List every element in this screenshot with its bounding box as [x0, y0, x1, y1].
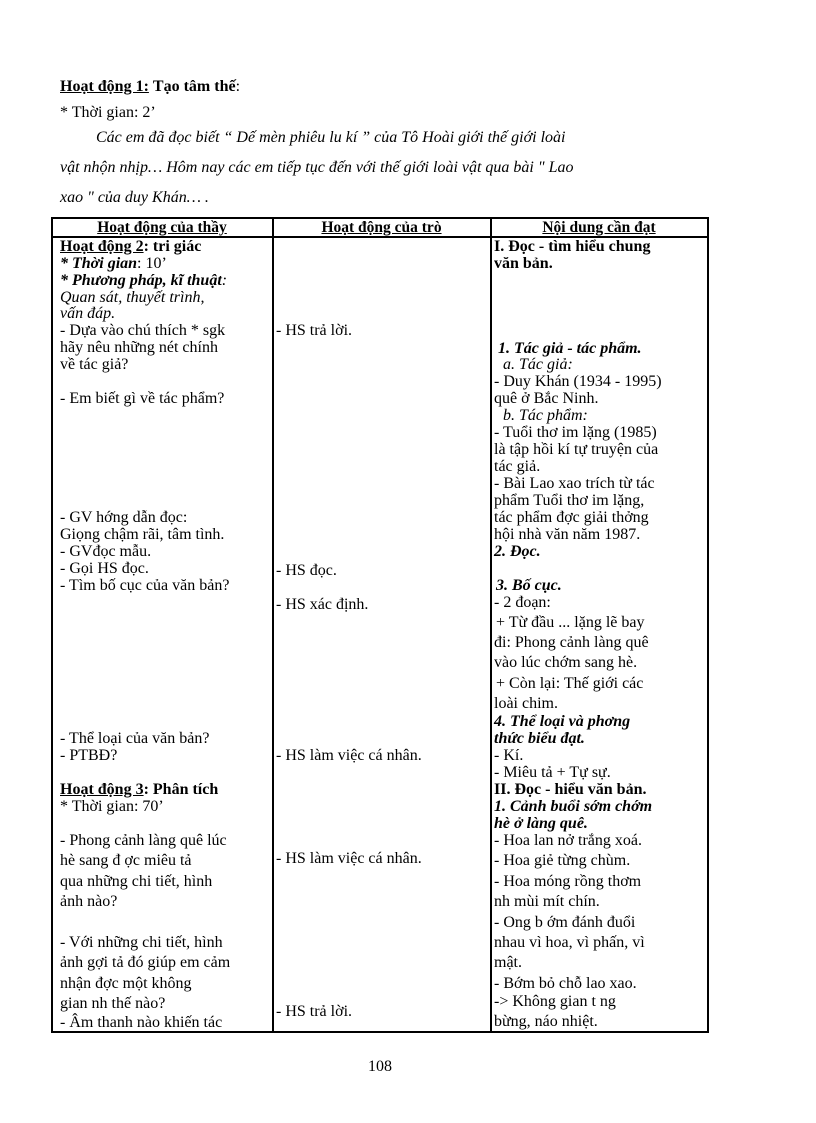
activity3-heading: Hoạt động 3: Phân tích	[60, 781, 219, 798]
author-line1: - Duy Khán (1934 - 1995)	[494, 373, 662, 390]
scene-line8: - Bớm bỏ chỗ lao xao.	[494, 975, 637, 992]
q7-line1: - Âm thanh nào khiến tác	[60, 1014, 223, 1031]
activity1-time: * Thời gian: 2’	[60, 104, 156, 121]
activity1-colon: :	[235, 78, 241, 95]
header-student-activity: Hoạt động của trò	[321, 219, 442, 236]
section1-4-line2: thức biểu đạt.	[494, 730, 585, 747]
layout-line1: - 2 đoạn:	[494, 594, 551, 611]
scene-line10: bừng, náo nhiệt.	[494, 1013, 598, 1030]
section1-title-line1: I. Đọc - tìm hiểu chung	[494, 238, 651, 255]
section2-1-line1: 1. Cảnh buổi sớm chớm	[494, 798, 653, 815]
section1-1b-title: b. Tác phẩm:	[503, 407, 588, 424]
section1-title-line2: văn bản.	[494, 255, 553, 272]
q1-line2: hãy nêu những nét chính	[60, 339, 218, 356]
q6-line4: gian nh thế nào?	[60, 995, 166, 1012]
work-line3: tác giả.	[494, 458, 541, 475]
q3: - Thể loại của văn bản?	[60, 730, 210, 747]
activity1-label: Hoạt động 1:	[60, 78, 149, 95]
table-left-border	[51, 217, 53, 1032]
mode-line: - Miêu tả + Tự sự.	[494, 764, 611, 781]
activity3-time: * Thời gian: 70’	[60, 798, 164, 815]
student-answer-2: - HS đọc.	[276, 562, 337, 579]
genre-line: - Kí.	[494, 747, 524, 764]
section1-3-title: 3. Bố cục.	[496, 577, 562, 594]
method-line2: Quan sát, thuyết trình,	[60, 289, 205, 306]
scene-line3: - Hoa móng rồng thơm	[494, 873, 642, 890]
student-answer-3: - HS xác định.	[276, 596, 369, 613]
layout-line6: loài chim.	[494, 695, 558, 712]
section1-1a-title: a. Tác giả:	[503, 356, 573, 373]
table-bottom-border	[51, 1031, 709, 1033]
table-col-divider-2	[490, 217, 492, 1032]
scene-line4: nh mùi mít chín.	[494, 893, 600, 910]
q5-line1: - Phong cảnh làng quê lúc	[60, 832, 227, 849]
q1-line1: - Dựa vào chú thích * sgk	[60, 322, 226, 339]
author-line2: quê ở Bắc Ninh.	[494, 390, 599, 407]
intro-paragraph-line3: xao " của duy Khán… .	[60, 189, 209, 206]
section1-2-title: 2. Đọc.	[494, 543, 541, 560]
work-line6: tác phẩm đợc giải thởng	[494, 509, 649, 526]
intro-paragraph-line1: Các em đã đọc biết “ Dế mèn phiêu lu kí ” của Tô Hoài giới thế giới loài	[96, 129, 566, 146]
work-line2: là tập hồi kí tự truyện của	[494, 441, 659, 458]
scene-line1: - Hoa lan nở trắng xoá.	[494, 832, 642, 849]
section1-1-title: 1. Tác giả - tác phẩm.	[498, 340, 642, 357]
layout-line5: + Còn lại: Thế giới các	[496, 675, 644, 692]
page-number: 108	[368, 1058, 392, 1075]
q6-line2: ảnh gợi tả đó giúp em cảm	[60, 954, 231, 971]
q2: - Em biết gì về tác phẩm?	[60, 390, 225, 407]
header-teacher-activity: Hoạt động của thầy	[97, 219, 227, 236]
work-line4: - Bài Lao xao trích từ tác	[494, 475, 655, 492]
activity2-time: * Thời gian: 10’	[60, 255, 167, 272]
intro-paragraph-line2: vật nhộn nhịp… Hôm nay các em tiếp tục đến với thế giới loài vật qua bài " Lao	[60, 159, 574, 176]
work-line5: phẩm Tuổi thơ im lặng,	[494, 492, 645, 509]
gv-line2: Giọng chậm rãi, tâm tình.	[60, 526, 225, 543]
activity1-title: Tạo tâm thế	[152, 78, 236, 95]
table-col-divider-1	[272, 217, 274, 1032]
layout-line2: + Từ đầu ... lặng lẽ bay	[496, 614, 645, 631]
section1-4-line1: 4. Thể loại và phơng	[494, 713, 631, 730]
q5-line2: hè sang đ ợc miêu tả	[60, 852, 192, 869]
method-label: * Phương pháp, kĩ thuật:	[60, 272, 228, 289]
gv-line5: - Tìm bố cục của văn bản?	[60, 577, 230, 594]
section2-1-line2: hè ở làng quê.	[494, 815, 588, 832]
scene-line2: - Hoa giẻ từng chùm.	[494, 852, 631, 869]
q5-line4: ảnh nào?	[60, 893, 118, 910]
table-right-border	[707, 217, 709, 1032]
scene-line6: nhau vì hoa, vì phấn, vì	[494, 934, 645, 951]
activity1-heading	[60, 78, 240, 95]
q6-line3: nhận đợc một không	[60, 975, 192, 992]
layout-line4: vào lúc chớm sang hè.	[494, 654, 638, 671]
gv-line3: - GVđọc mẫu.	[60, 543, 152, 560]
work-line1: - Tuổi thơ im lặng (1985)	[494, 424, 657, 441]
gv-line1: - GV hớng dẫn đọc:	[60, 509, 188, 526]
method-line3: vấn đáp.	[60, 305, 116, 322]
scene-line7: mật.	[494, 954, 522, 971]
student-answer-4: - HS làm việc cá nhân.	[276, 747, 422, 764]
student-answer-1: - HS trả lời.	[276, 322, 353, 339]
q5-line3: qua những chi tiết, hình	[60, 873, 213, 890]
student-answer-6: - HS trả lời.	[276, 1003, 353, 1020]
gv-line4: - Gọi HS đọc.	[60, 560, 149, 577]
scene-line5: - Ong b ớm đánh đuổi	[494, 914, 636, 931]
activity2-heading: Hoạt động 2: tri giác	[60, 238, 202, 255]
section2-title: II. Đọc - hiểu văn bản.	[494, 781, 647, 798]
student-answer-5: - HS làm việc cá nhân.	[276, 850, 422, 867]
header-required-content: Nội dung cần đạt	[542, 219, 656, 236]
work-line7: hội nhà văn năm 1987.	[494, 526, 641, 543]
q6-line1: - Với những chi tiết, hình	[60, 934, 223, 951]
scene-line9: -> Không gian t ng	[494, 993, 616, 1010]
q1-line3: về tác giả?	[60, 356, 129, 373]
layout-line3: đi: Phong cảnh làng quê	[494, 634, 649, 651]
q4: - PTBĐ?	[60, 747, 118, 764]
